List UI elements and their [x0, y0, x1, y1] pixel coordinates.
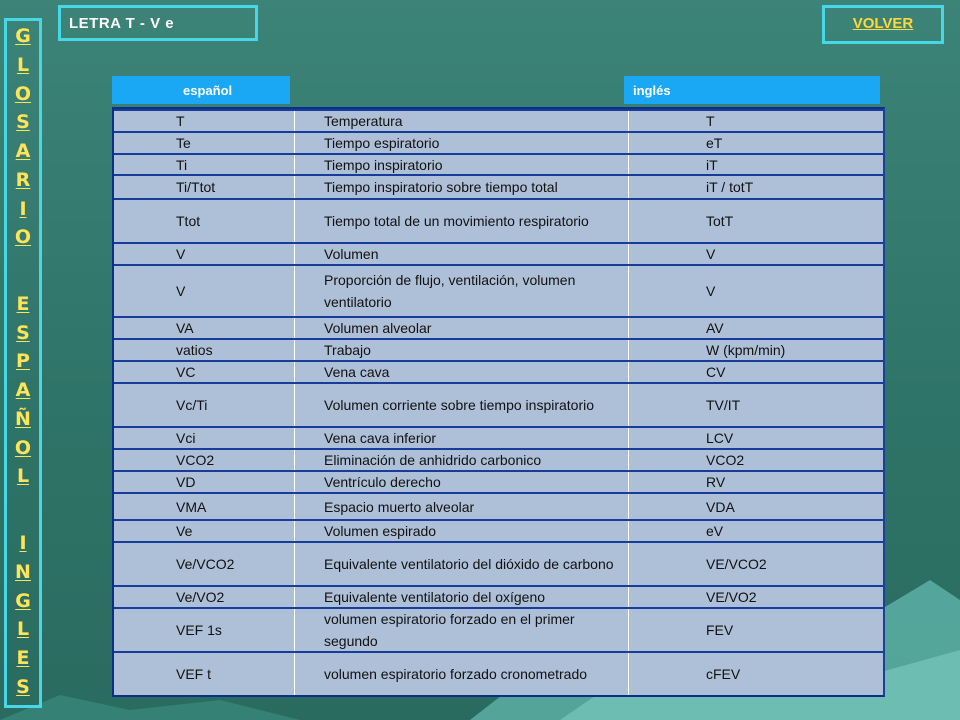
row-english-term: CV [706, 364, 726, 380]
row-abbreviation: VC [176, 364, 196, 380]
side-title-letter: O [14, 82, 32, 105]
side-title-letter: A [15, 379, 31, 402]
row-abbreviation: Ve/VO2 [176, 589, 225, 605]
row-spanish-term: Tiempo espiratorio [324, 135, 440, 151]
row-abbreviation: Ve/VCO2 [176, 556, 235, 572]
side-title-letter: S [16, 675, 30, 698]
row-spanish-term: Trabajo [324, 342, 371, 358]
row-english-term: VE/VCO2 [706, 556, 767, 572]
row-english-term: VDA [706, 498, 735, 515]
side-title-letter: P [16, 350, 30, 373]
row-abbreviation: Ttot [176, 213, 201, 229]
side-title-letter: A [15, 140, 31, 163]
row-english-term: eV [706, 523, 724, 539]
table-row [114, 470, 883, 492]
page-title: LETRA T - V e [58, 5, 258, 41]
row-english-term: LCV [706, 430, 734, 446]
row-english-term: AV [706, 320, 724, 336]
table-row [114, 541, 883, 585]
table-row [114, 360, 883, 382]
row-abbreviation: VCO2 [176, 452, 215, 468]
side-title-letter: E [16, 292, 30, 315]
row-abbreviation: VMA [176, 498, 207, 515]
side-title-letter: N [15, 560, 31, 583]
row-english-term: VCO2 [706, 452, 745, 468]
row-abbreviation: VD [176, 474, 196, 490]
row-spanish-term: Vena cava inferior [324, 430, 437, 446]
table-row [114, 264, 883, 316]
row-english-term: VE/VO2 [706, 589, 757, 605]
row-english-term: eT [706, 135, 723, 151]
row-abbreviation: VEF 1s [176, 622, 222, 638]
side-title-letter: O [14, 226, 32, 249]
side-title-letter: G [15, 589, 31, 612]
row-abbreviation: VEF t [176, 666, 212, 682]
table-row [114, 131, 883, 153]
row-english-term: V [706, 246, 716, 262]
row-abbreviation: V [176, 283, 186, 299]
column-header-spanish: español [112, 76, 290, 104]
row-english-term: W (kpm/min) [706, 342, 786, 358]
row-english-term: iT [706, 156, 718, 173]
table-row [114, 651, 883, 695]
row-abbreviation: V [176, 246, 186, 262]
row-english-term: TotT [706, 213, 734, 229]
row-spanish-term: Equivalente ventilatorio del oxígeno [324, 589, 546, 605]
side-title-letter: G [15, 25, 31, 47]
side-title-glosario [4, 18, 42, 708]
row-spanish-term: Temperatura [324, 113, 403, 129]
row-spanish-term: volumen espiratorio forzado en el primer segundo [324, 611, 575, 649]
row-abbreviation: Ve [176, 523, 193, 539]
side-title-letter: S [16, 321, 30, 344]
row-abbreviation: Te [176, 135, 191, 151]
row-spanish-term: Volumen alveolar [324, 320, 432, 336]
side-title-letter: R [15, 168, 31, 191]
table-row [114, 316, 883, 338]
side-title-letter: I [19, 532, 27, 555]
side-title-letter: O [14, 436, 32, 459]
row-english-term: iT / totT [706, 179, 754, 195]
row-spanish-term: Proporción de flujo, ventilación, volumen ventilatorio [324, 272, 576, 310]
back-link[interactable]: VOLVER [852, 15, 914, 32]
table-row [114, 338, 883, 360]
table-row [114, 174, 883, 198]
table-row [114, 109, 883, 131]
row-spanish-term: Tiempo inspiratorio [324, 156, 443, 173]
row-english-term: T [706, 113, 715, 129]
row-spanish-term: Espacio muerto alveolar [324, 498, 475, 515]
row-spanish-term: volumen espiratorio forzado cronometrado [324, 666, 588, 682]
row-spanish-term: Tiempo inspiratorio sobre tiempo total [324, 179, 558, 195]
side-title-letter: L [16, 465, 30, 488]
row-spanish-term: Equivalente ventilatorio del dióxido de carbono [324, 556, 614, 572]
row-spanish-term: Ventrículo derecho [324, 474, 441, 490]
table-row [114, 153, 883, 174]
side-title-letter: I [19, 197, 27, 220]
row-spanish-term: Eliminación de anhidrido carbonico [324, 452, 542, 468]
row-abbreviation: Vc/Ti [176, 397, 208, 413]
side-title-letter: E [16, 647, 30, 670]
row-english-term: FEV [706, 622, 734, 638]
row-english-term: TV/IT [706, 397, 741, 413]
row-abbreviation: vatios [176, 342, 213, 358]
table-row [114, 492, 883, 519]
column-header-english: inglés [624, 76, 880, 104]
table-row [114, 585, 883, 607]
side-title-letter: L [16, 53, 30, 76]
row-abbreviation: VA [176, 320, 194, 336]
row-abbreviation: Vci [176, 430, 196, 446]
row-spanish-term: Volumen corriente sobre tiempo inspiratorio [324, 397, 595, 413]
row-spanish-term: Volumen [324, 246, 379, 262]
table-row [114, 426, 883, 448]
row-spanish-term: Volumen espirado [324, 523, 437, 539]
side-title-letter: Ñ [15, 407, 31, 430]
row-abbreviation: T [176, 113, 185, 129]
row-english-term: RV [706, 474, 726, 490]
table-row [114, 607, 883, 651]
row-english-term: cFEV [706, 666, 741, 682]
row-spanish-term: Tiempo total de un movimiento respiratorio [324, 213, 589, 229]
table-row [114, 242, 883, 264]
glossary-table [112, 107, 885, 697]
table-row [114, 198, 883, 242]
table-row [114, 382, 883, 426]
back-button-box[interactable] [822, 5, 944, 44]
side-title-letter: L [16, 618, 30, 641]
table-row [114, 448, 883, 470]
row-english-term: V [706, 283, 716, 299]
row-abbreviation: Ti [176, 156, 188, 173]
table-row [114, 519, 883, 541]
row-spanish-term: Vena cava [324, 364, 390, 380]
side-title-letter: S [16, 111, 30, 134]
row-abbreviation: Ti/Ttot [176, 179, 216, 195]
